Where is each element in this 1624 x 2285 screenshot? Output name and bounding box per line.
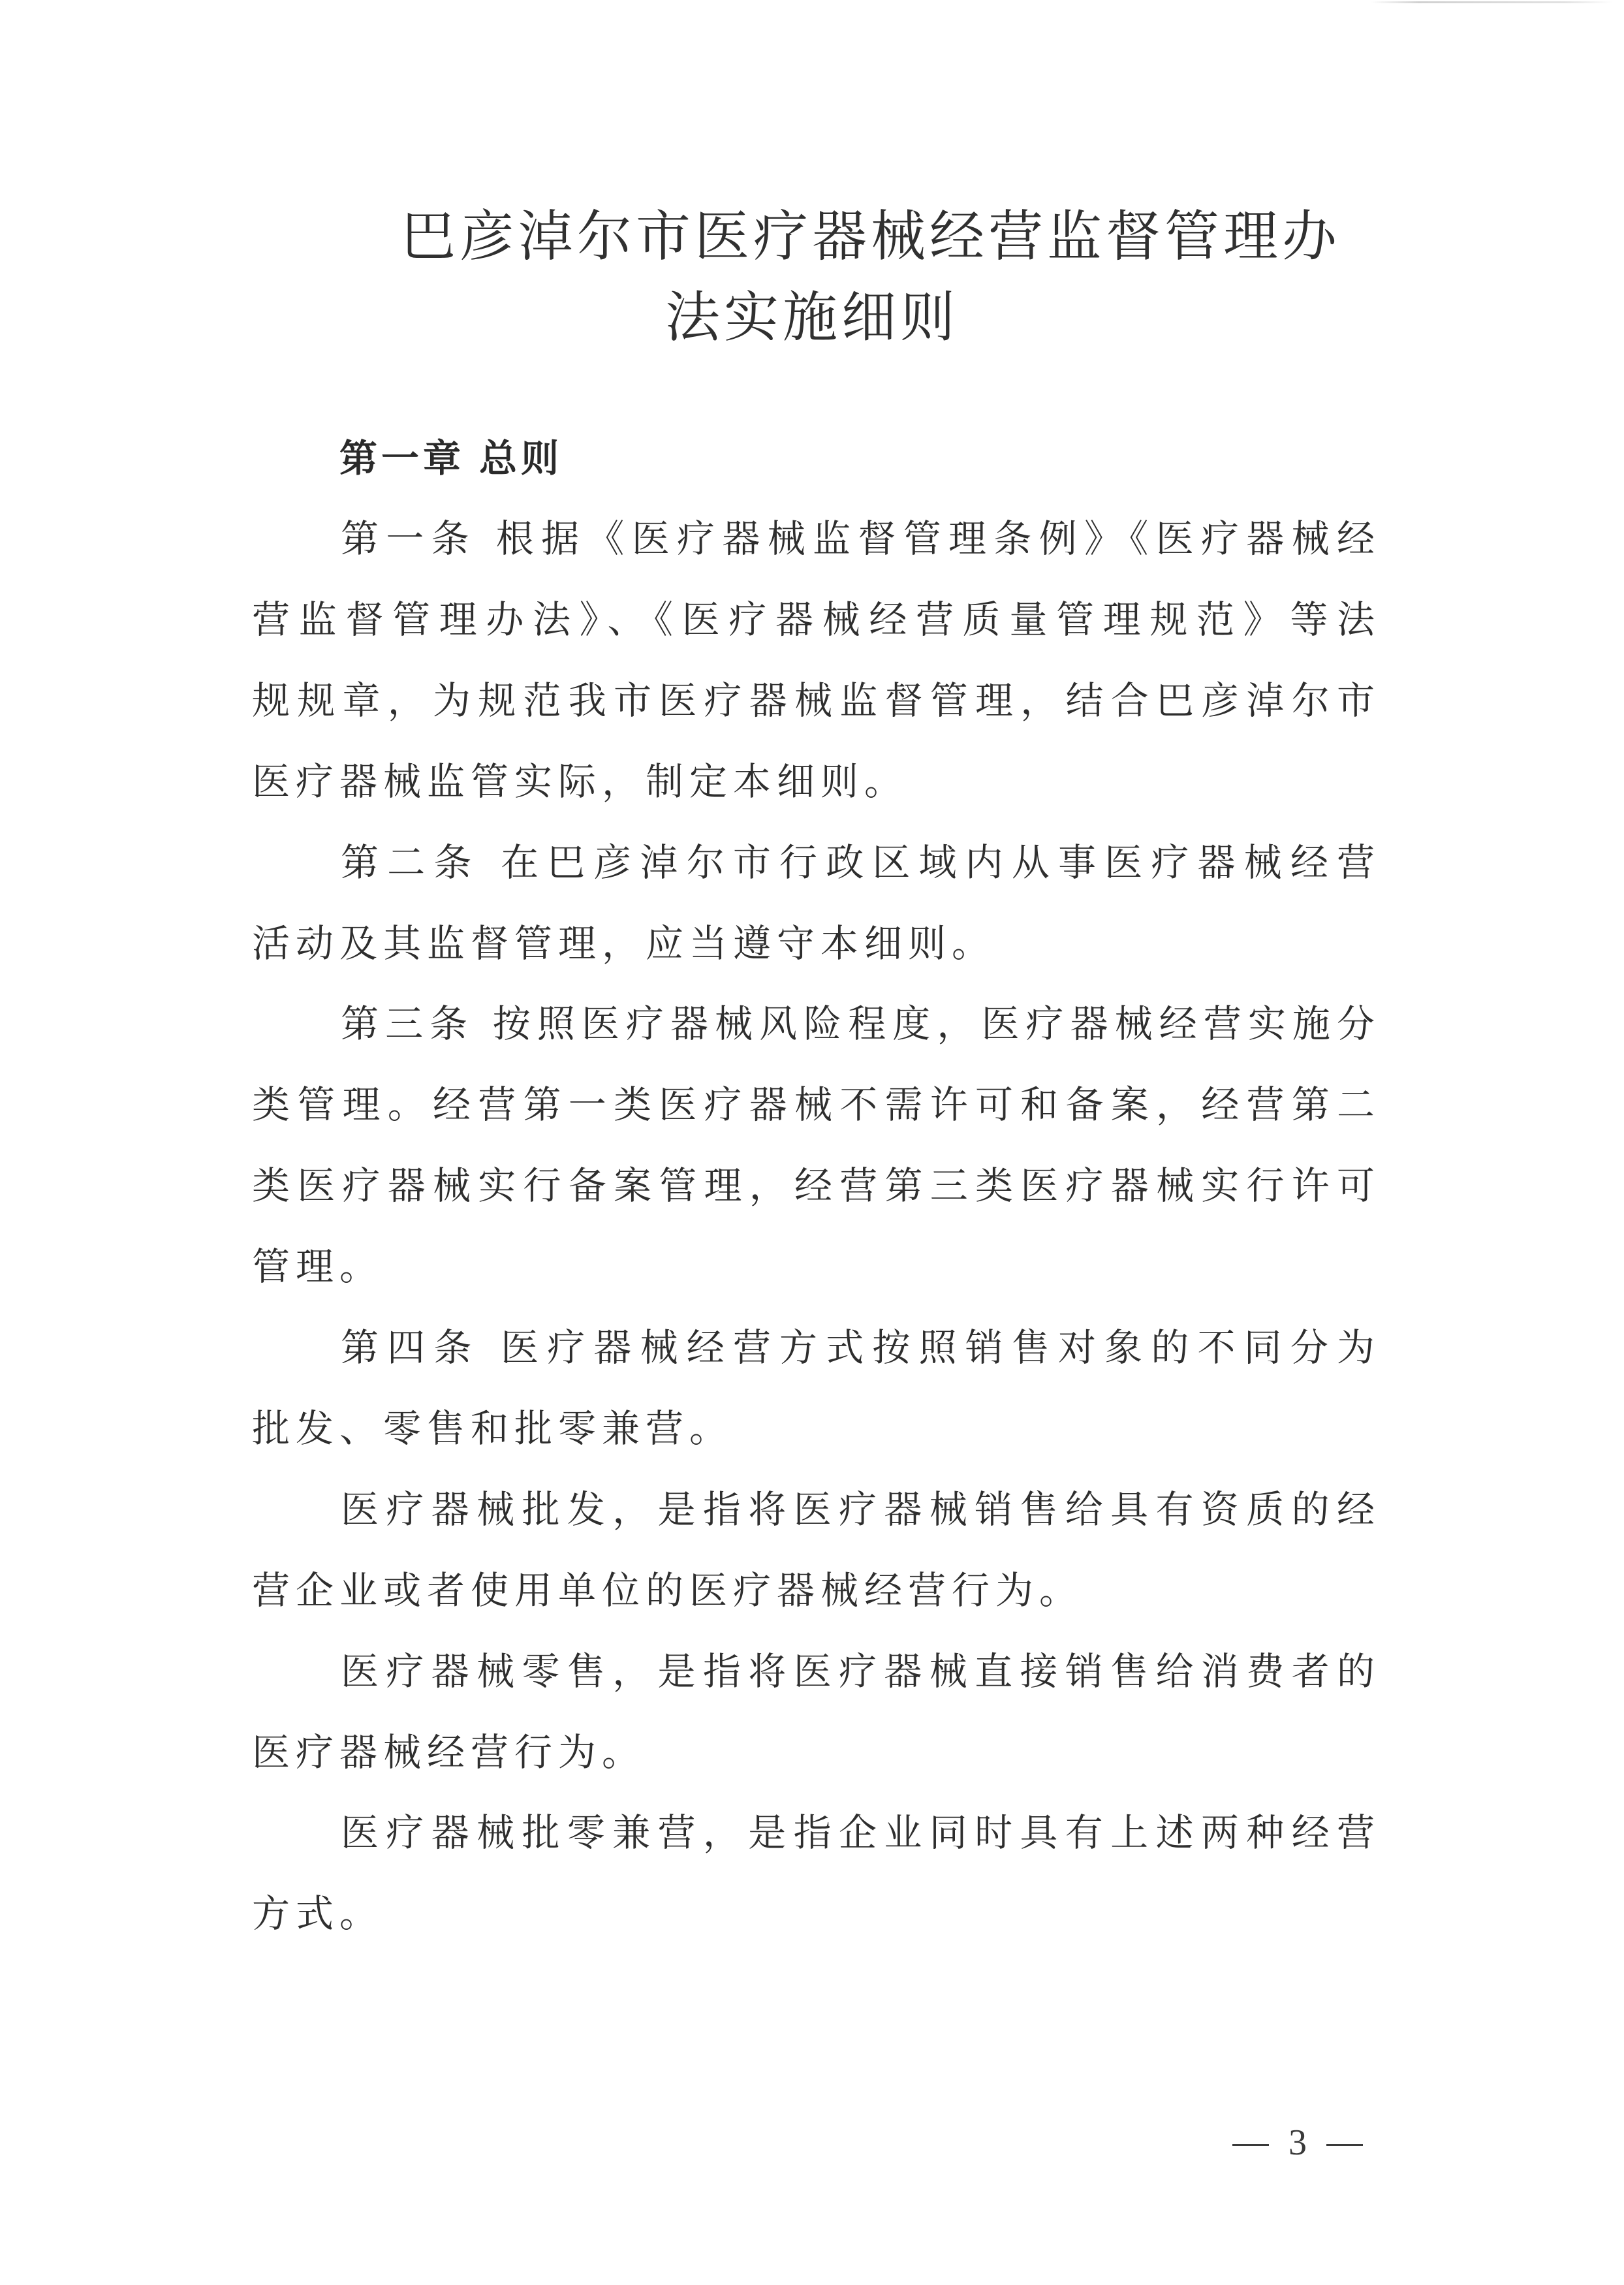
body-line: 营企业或者使用单位的医疗器械经营行为。	[252, 1568, 1084, 1613]
body-line: 医疗器械监管实际，制定本细则。	[252, 759, 909, 804]
chapter-heading	[339, 432, 563, 484]
body-line: 第四条 医疗器械经营方式按照销售对象的不同分为	[341, 1325, 1375, 1370]
body-line: 医疗器械经营行为。	[252, 1730, 646, 1774]
scan-edge-artifact	[1371, 1, 1612, 3]
page-number-left-dash	[1232, 2144, 1269, 2146]
body-line: 批发、零售和批零兼营。	[252, 1406, 734, 1451]
page-number-footer	[1232, 2122, 1363, 2164]
body-line: 营监督管理办法》、《医疗器械经营质量管理规范》等法	[252, 597, 1375, 642]
body-line: 规规章，为规范我市医疗器械监督管理，结合巴彦淖尔市	[252, 678, 1375, 723]
body-line: 医疗器械批发，是指将医疗器械销售给具有资质的经	[341, 1487, 1375, 1532]
document-title-line-2: 法实施细则	[665, 285, 960, 349]
chapter-number: 第一章	[339, 436, 465, 481]
chapter-name: 总则	[479, 436, 563, 481]
body-line: 医疗器械批零兼营，是指企业同时具有上述两种经营	[341, 1810, 1375, 1855]
body-line: 类管理。经营第一类医疗器械不需许可和备案，经营第二	[252, 1082, 1375, 1127]
body-line: 类医疗器械实行备案管理，经营第三类医疗器械实行许可	[252, 1163, 1375, 1208]
body-line: 活动及其监督管理，应当遵守本细则。	[252, 921, 996, 966]
body-line: 医疗器械零售，是指将医疗器械直接销售给消费者的	[341, 1649, 1375, 1694]
document-title-line-1: 巴彦淖尔市医疗器械经营监督管理办	[401, 204, 1341, 268]
body-line: 管理。	[252, 1244, 384, 1289]
page-number: 3	[1288, 2122, 1307, 2163]
body-line: 第三条 按照医疗器械风险程度，医疗器械经营实施分	[341, 1001, 1375, 1046]
page-number-right-dash	[1326, 2144, 1363, 2146]
body-line: 方式。	[252, 1891, 384, 1936]
body-line: 第二条 在巴彦淖尔市行政区域内从事医疗器械经营	[341, 840, 1375, 885]
body-line: 第一条 根据《医疗器械监督管理条例》《医疗器械经	[341, 516, 1375, 561]
